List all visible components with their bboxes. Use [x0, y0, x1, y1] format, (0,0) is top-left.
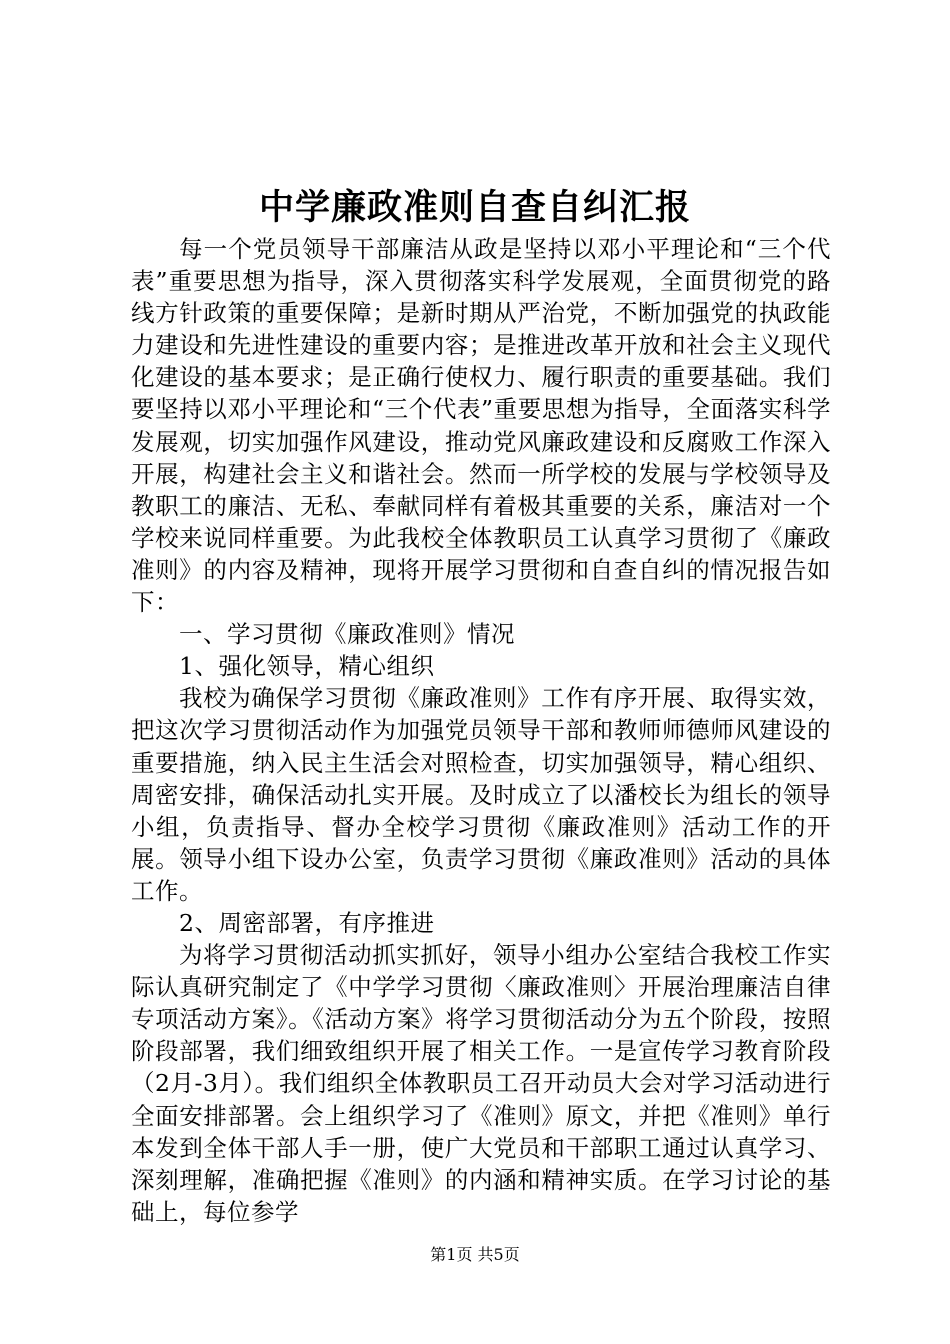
intro-paragraph: 每一个党员领导干部廉洁从政是坚持以邓小平理论和“三个代表”重要思想为指导，深入贯彻落实科学发展观，全面贯彻党的路线方针政策的重要保障；是新时期从严治党，不断加强党的执政能力建设和先进性建设的重要内容；是推进改革开放和社会主义现代化建设的基本要求；是正确行使权力、履行职责的重要基础。我们要坚持以邓小平理论和“三个代表”重要思想为指导，全面落实科学发展观，切实加强作风建设，推动党风廉政建设和反腐败工作深入开展，构建社会主义和谐社会。然而一所学校的发展与学校领导及教职工的廉洁、无私、奉献同样有着极其重要的关系，廉洁对一个学校来说同样重要。为此我校全体教职员工认真学习贯彻了《廉政准则》的内容及精神，现将开展学习贯彻和自查自纠的情况报告如下： — [131, 235, 831, 617]
document-title: 中学廉政准则自查自纠汇报 — [258, 188, 691, 228]
body-paragraph-2: 为将学习贯彻活动抓实抓好，领导小组办公室结合我校工作实际认真研究制定了《中学学习贯彻〈廉政准则〉开展治理廉洁自律专项活动方案》。《活动方案》将学习贯彻活动分为五个阶段，按照阶段部署，我们细致组织开展了相关工作。一是宣传学习教育阶段（2月-3月）。我们组织全体教职员工召开动员大会对学习活动进行全面安排部署。会上组织学习了《准则》原文，并把《准则》单行本发到全体干部人手一册，使广大党员和干部职工通过认真学习、深刻理解，准确把握《准则》的内涵和精神实质。在学习讨论的基础上，每位参学 — [131, 941, 831, 1226]
document-body — [131, 233, 831, 1228]
body-paragraph-1: 我校为确保学习贯彻《廉政准则》工作有序开展、取得实效，把这次学习贯彻活动作为加强党员领导干部和教师师德师风建设的重要措施，纳入民主生活会对照检查，切实加强领导，精心组织、周密安排，确保活动扎实开展。及时成立了以潘校长为组长的领导小组，负责指导、督办全校学习贯彻《廉政准则》活动工作的开展。领导小组下设办公室，负责学习贯彻《廉政准则》活动的具体工作。 — [131, 684, 831, 905]
subsection-heading-2: 2、周密部署，有序推进 — [179, 908, 435, 937]
subsection-heading-1: 1、强化领导，精心组织 — [179, 652, 435, 681]
section-heading-1: 一、学习贯彻《廉政准则》情况 — [179, 620, 515, 649]
page-number-footer: 第1页 共5页 — [430, 1245, 520, 1264]
